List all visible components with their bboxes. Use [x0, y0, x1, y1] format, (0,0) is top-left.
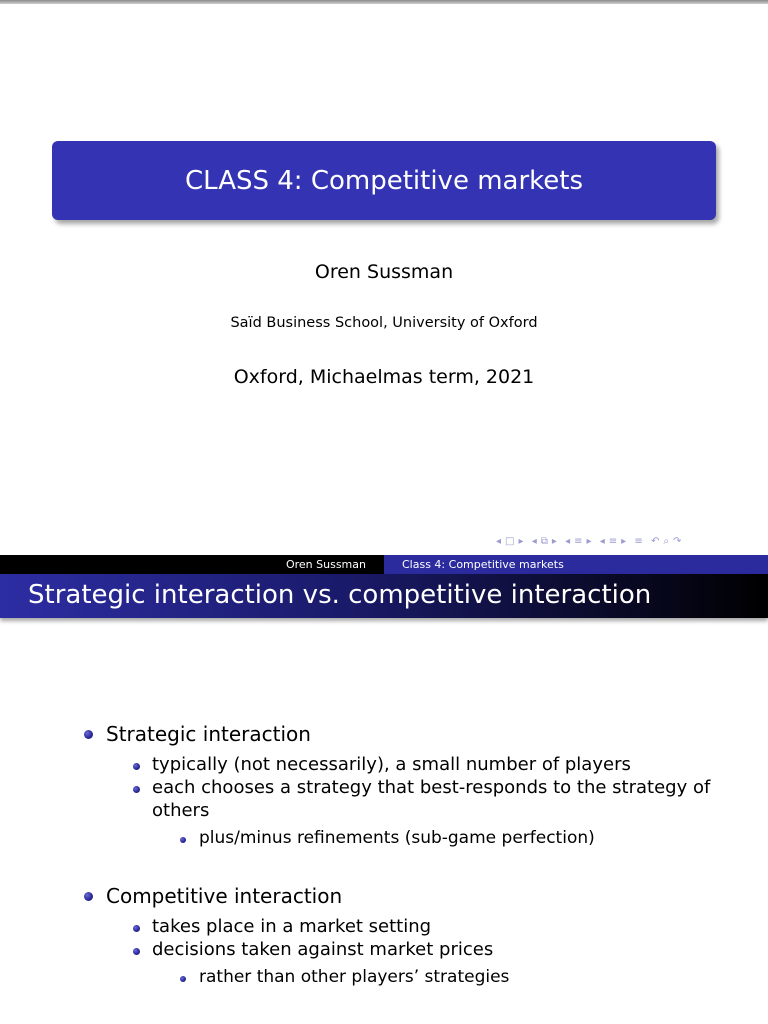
nav-forward-icon[interactable]: ↷: [672, 536, 683, 547]
nav-prev-subsection-icon[interactable]: ◂: [565, 536, 572, 547]
nav-back-icon[interactable]: ↶: [650, 536, 661, 547]
title-box: [52, 141, 716, 220]
viewer-top-edge: [0, 0, 768, 4]
nav-subsection-icon[interactable]: ≡: [574, 536, 584, 547]
bullet-icon: [133, 786, 140, 793]
nav-next-slide-icon[interactable]: ▸: [518, 536, 525, 547]
list-item-strategic: Strategic interaction: [106, 722, 311, 746]
nav-next-subsection-icon[interactable]: ▸: [586, 536, 593, 547]
list-subitem: each chooses a strategy that best-responds to the strategy of: [152, 777, 711, 798]
list-subsubitem: rather than other players’ strategies: [199, 967, 510, 987]
nav-next-frame-icon[interactable]: ▸: [551, 536, 558, 547]
nav-frame-icon[interactable]: ⧉: [540, 536, 549, 547]
nav-prev-section-icon[interactable]: ◂: [599, 536, 606, 547]
list-item-competitive: Competitive interaction: [106, 884, 343, 908]
bullet-icon: [180, 976, 186, 982]
headline-title: Class 4: Competitive markets: [384, 555, 768, 574]
list-subitem: decisions taken against market prices: [152, 939, 494, 960]
nav-next-section-icon[interactable]: ▸: [621, 536, 628, 547]
headline-author: Oren Sussman: [0, 555, 384, 574]
bullet-icon: [84, 892, 93, 901]
beamer-navigation-symbols[interactable]: [496, 536, 685, 547]
list-subitem-continuation: others: [152, 800, 210, 821]
list-subitem: typically (not necessarily), a small number of players: [152, 754, 631, 775]
date-line: Oxford, Michaelmas term, 2021: [233, 366, 535, 388]
frame-title-bar: [0, 574, 768, 618]
nav-section-icon[interactable]: ≡: [608, 536, 619, 547]
nav-document-icon[interactable]: ≡: [634, 536, 644, 547]
bullet-icon: [84, 730, 93, 739]
bullet-icon: [133, 763, 140, 770]
slide-headline: [0, 555, 768, 574]
author-name: Oren Sussman: [314, 261, 454, 283]
slide-title: CLASS 4: Competitive markets: [184, 165, 584, 196]
list-subitem: takes place in a market setting: [152, 916, 432, 937]
institution: Saïd Business School, University of Oxford: [230, 315, 538, 331]
list-subsubitem: plus/minus refinements (sub-game perfection): [199, 828, 595, 848]
bullet-icon: [133, 925, 140, 932]
nav-prev-slide-icon[interactable]: ◂: [496, 536, 503, 547]
nav-prev-frame-icon[interactable]: ◂: [531, 536, 538, 547]
nav-search-icon[interactable]: ⌕: [663, 536, 670, 547]
nav-slide-icon[interactable]: □: [505, 536, 516, 547]
frame-title: Strategic interaction vs. competitive interaction: [28, 580, 652, 610]
bullet-icon: [133, 948, 140, 955]
bullet-icon: [180, 837, 186, 843]
